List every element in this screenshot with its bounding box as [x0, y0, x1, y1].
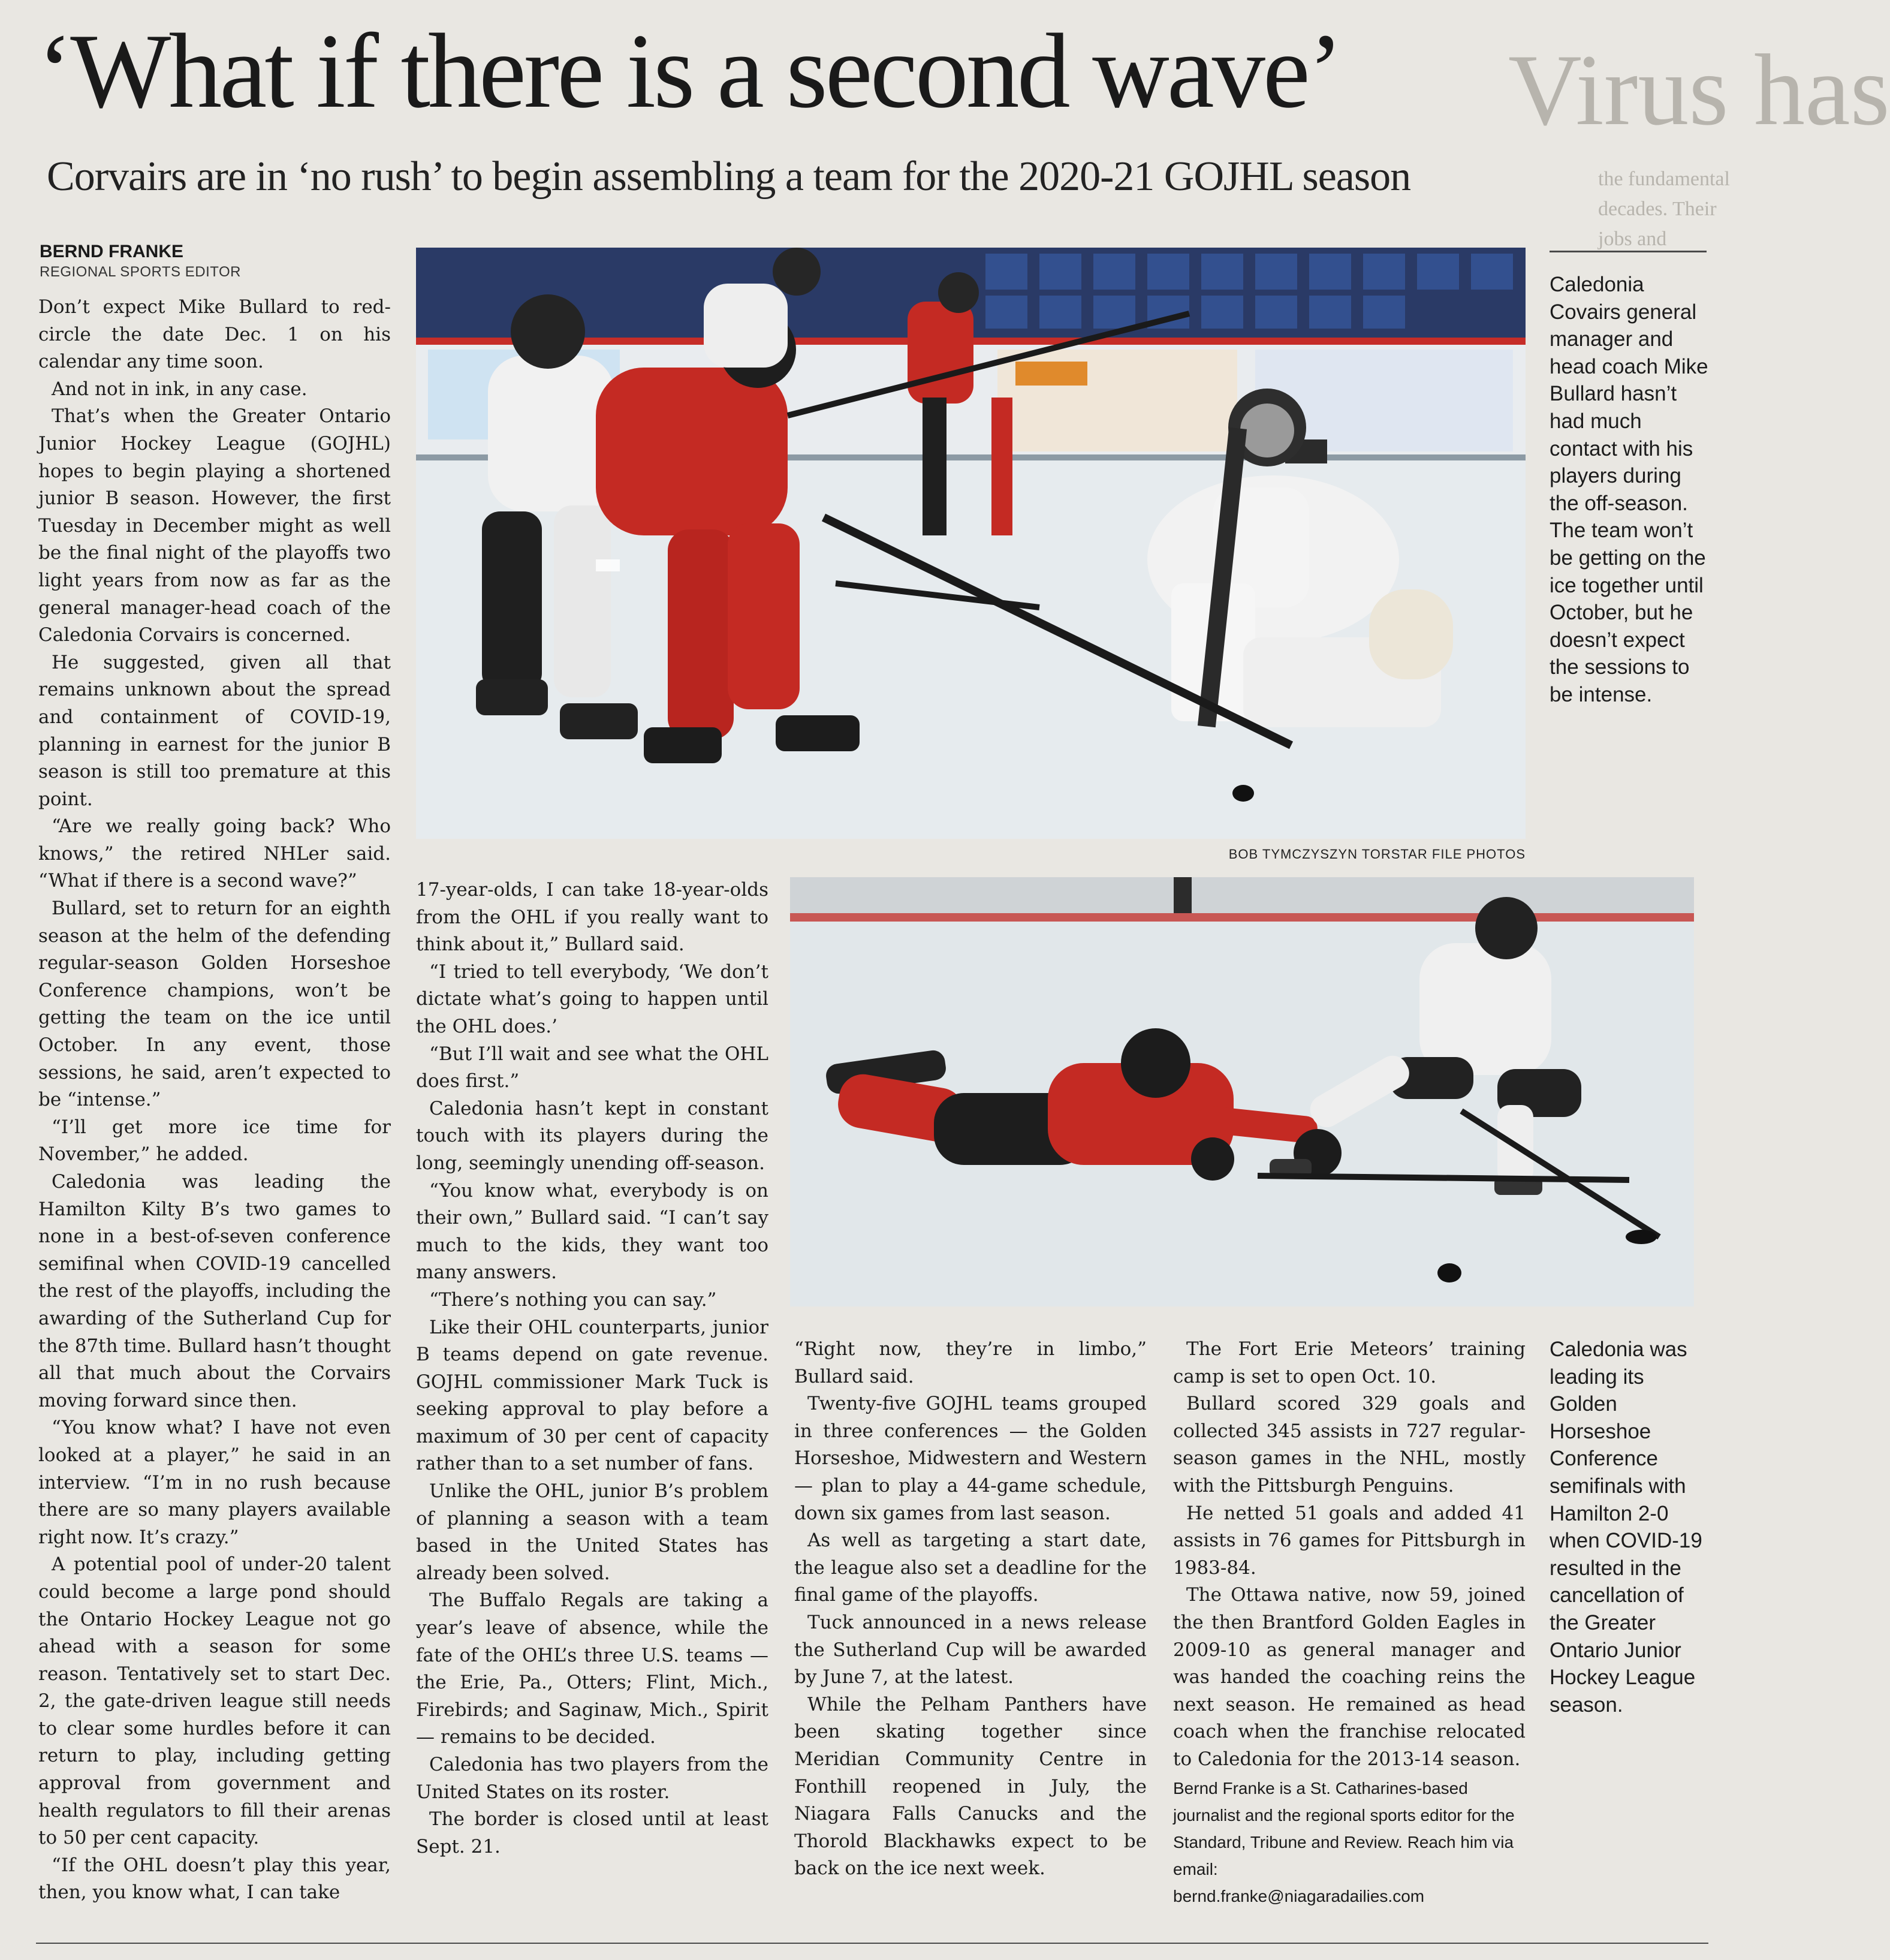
- author-email[interactable]: bernd.franke@niagaradailies.com: [1173, 1887, 1425, 1905]
- adjacent-text-line: the fundamental: [1598, 168, 1730, 190]
- article-paragraph: He netted 51 goals and added 41 assists in 76 games for Pittsburgh in 1983-84.: [1173, 1502, 1526, 1579]
- article-paragraph: “I’ll get more ice time for November,” he added.: [38, 1116, 391, 1166]
- photo-caption-2: Caledonia was leading its Golden Horseshoe Conference semifinals with Hamilton 2-0 when COVID-19 resulted in the cancellation of the Greater Ontario Junior Hockey League season.: [1550, 1338, 1702, 1717]
- article-paragraph: Bullard scored 329 goals and collected 345 assists in 727 regular-season games in the NHL, mostly with the Pittsburgh Penguins.: [1173, 1393, 1526, 1497]
- article-paragraph: Tuck announced in a news release the Sutherland Cup will be awarded by June 7, at the latest.: [794, 1611, 1147, 1688]
- article-paragraph: Don’t expect Mike Bullard to red-circle the date Dec. 1 on his calendar any time soon.: [38, 296, 391, 373]
- headline: ‘What if there is a second wave’: [37, 11, 1342, 130]
- photo-illustration: [416, 248, 1526, 839]
- author-bio: [1173, 1775, 1527, 1937]
- article-paragraph: “But I’ll wait and see what the OHL does first.”: [416, 1043, 768, 1092]
- photo-caption-1: Caledonia Covairs general manager and head coach Mike Bullard hasn’t had much contact with his players during the off-season. The team won’t be getting on the ice together until October, but he doesn’t expect the sessions to be intense.: [1550, 273, 1708, 706]
- article-paragraph: “If the OHL doesn’t play this year, then, you know what, I can take: [38, 1854, 391, 1904]
- article-paragraph: The Buffalo Regals are taking a year’s leave of absence, while the fate of the OHL’s three U.S. teams — the Erie, Pa., Otters; Flint, Mich., Firebirds; and Saginaw, Mich., Spirit — remains to be decided.: [416, 1589, 768, 1748]
- bottom-rule: [36, 1943, 1708, 1944]
- article-paragraph: “You know what? I have not even looked at a player,” he said in an interview. “I’m in no rush because there are so many players available right now. It’s crazy.”: [38, 1417, 391, 1548]
- article-paragraph: Twenty-five GOJHL teams grouped in three conferences — the Golden Horseshoe, Midwestern and Western — plan to play a 44-game schedule, down six games from last season.: [794, 1393, 1147, 1524]
- adjacent-text-line: decades. Their: [1598, 198, 1717, 220]
- deck-subheadline: Corvairs are in ‘no rush’ to begin assembling a team for the 2020-21 GOJHL season: [47, 153, 1411, 200]
- article-paragraph: He suggested, given all that remains unknown about the spread and containment of COVID-19, planning in earnest for the junior B season is still too premature at this point.: [38, 651, 391, 810]
- article-paragraph: That’s when the Greater Ontario Junior Hockey League (GOJHL) hopes to begin playing a shortened junior B season. However, the first Tuesday in December might as well be the final night of the playoffs two light years from now as far as the general manager-head coach of the Caledonia Corvairs is concerned.: [38, 405, 391, 646]
- article-paragraph: “Are we really going back? Who knows,” the retired NHLer said. “What if there is a second wave?”: [38, 815, 391, 892]
- article-column-2: [416, 877, 768, 1908]
- hockey-photo-diving-player: [790, 877, 1694, 1306]
- caption-rule: [1550, 251, 1707, 252]
- article-paragraph: Caledonia has two players from the United States on its roster.: [416, 1754, 768, 1803]
- article-paragraph: The border is closed until at least Sept. 21.: [416, 1808, 768, 1857]
- article-column-1: [38, 294, 391, 1925]
- article-paragraph: The Ottawa native, now 59, joined the then Brantford Golden Eagles in 2009-10 as general manager and was handed the coaching reins the next season. He remained as head coach when the franchise relocated to Caledonia for the 2013-14 season.: [1173, 1584, 1526, 1770]
- byline-name: BERND FRANKE: [40, 242, 183, 261]
- adjacent-article-bleed: [1418, 0, 1890, 282]
- article-paragraph: And not in ink, in any case.: [52, 378, 308, 400]
- article-paragraph: A potential pool of under-20 talent could become a large pond should the Ontario Hockey League not go ahead with a season for some reason. Tentatively set to start Dec. 2, the gate-driven league still needs to clear some hurdles before it can return to play, including getting approval from government and health regulators to fill their arenas to 50 per cent capacity.: [38, 1553, 391, 1849]
- article-paragraph: Caledonia hasn’t kept in constant touch with its players during the long, seemingly unending off-season.: [416, 1097, 768, 1174]
- article-paragraph: Bullard, set to return for an eighth season at the helm of the defending regular-season Golden Horseshoe Conference champions, won’t be getting the team on the ice until October. In any event, those sessions, he said, aren’t expected to be “intense.”: [38, 898, 391, 1111]
- photo-illustration: [790, 877, 1694, 1306]
- author-bio-text: Bernd Franke is a St. Catharines-based journalist and the regional sports editor for the Standard, Tribune and Review. Reach him via email:: [1173, 1779, 1515, 1878]
- article-paragraph: Unlike the OHL, junior B’s problem of planning a season with a team based in the United States has already been solved.: [416, 1480, 768, 1584]
- article-paragraph: Like their OHL counterparts, junior B teams depend on gate revenue. GOJHL commissioner Mark Tuck is seeking approval to play before a maximum of 30 per cent of capacity rather than to a set number of fans.: [416, 1316, 768, 1475]
- byline-role: REGIONAL SPORTS EDITOR: [40, 264, 241, 280]
- article-paragraph: “You know what, everybody is on their own,” Bullard said. “I can’t say much to the kids, they want too many answers.: [416, 1179, 768, 1284]
- photo-credit: BOB TYMCZYSZYN TORSTAR FILE PHOTOS: [1228, 847, 1526, 862]
- adjacent-headline: Virus has: [1508, 34, 1890, 146]
- article-column-3: [794, 1336, 1147, 1911]
- article-paragraph: 17-year-olds, I can take 18-year-olds from the OHL if you really want to think about it,” Bullard said.: [416, 879, 768, 956]
- article-paragraph: The Fort Erie Meteors’ training camp is set to open Oct. 10.: [1173, 1338, 1526, 1387]
- byline: [40, 241, 375, 282]
- article-paragraph: “I tried to tell everybody, ‘We don’t dictate what’s going to happen until the OHL does.’: [416, 961, 768, 1037]
- article-paragraph: Caledonia was leading the Hamilton Kilty B’s two games to none in a best-of-seven conference semifinal when COVID-19 cancelled the rest of the playoffs, including the awarding of the Sutherland Cup for the 87th time. Bullard hasn’t thought all that much about the Corvairs moving forward since then.: [38, 1171, 391, 1411]
- hockey-photo-goalie-save: [416, 248, 1526, 839]
- adjacent-text-line: jobs and: [1598, 228, 1667, 250]
- article-paragraph: While the Pelham Panthers have been skating together since Meridian Community Centre in Fonthill reopened in July, the Niagara Falls Canucks and the Thorold Blackhawks expect to be back on the ice next week.: [794, 1693, 1147, 1880]
- article-paragraph: “There’s nothing you can say.”: [429, 1288, 717, 1311]
- article-paragraph: “Right now, they’re in limbo,” Bullard said.: [794, 1338, 1147, 1387]
- article-paragraph: As well as targeting a start date, the league also set a deadline for the final game of the playoffs.: [794, 1530, 1147, 1606]
- article-column-4: [1173, 1336, 1526, 1768]
